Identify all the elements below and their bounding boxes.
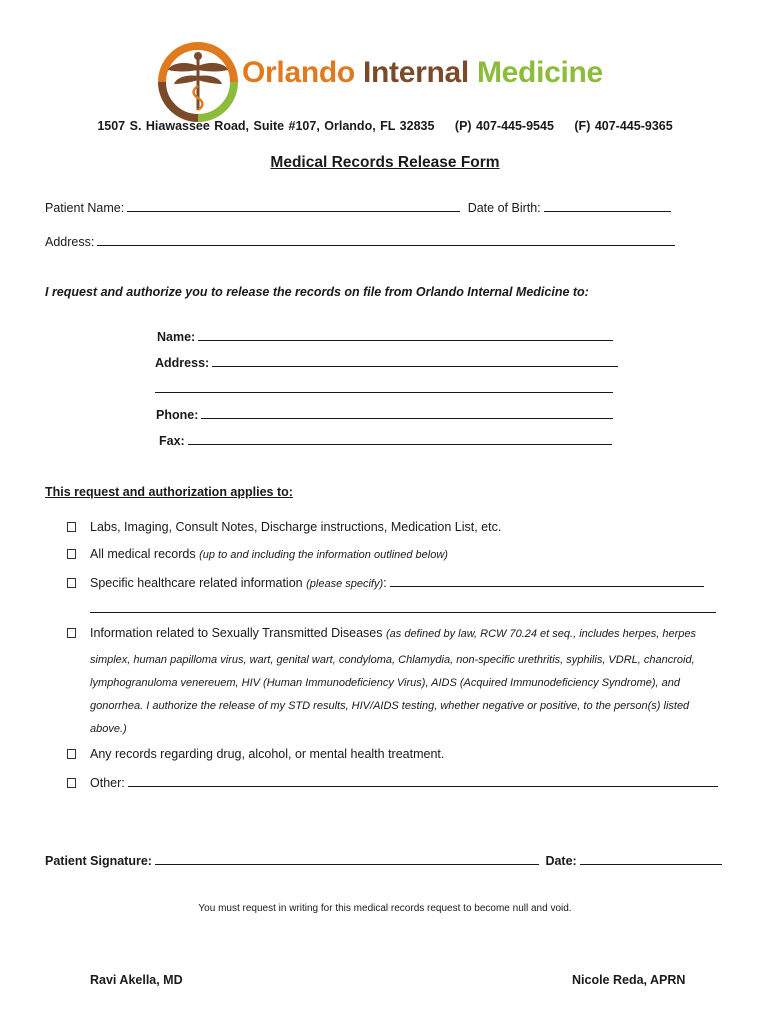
std-note-5: above.) bbox=[90, 723, 127, 735]
recipient-address-field[interactable] bbox=[212, 354, 618, 367]
signature-label: Patient Signature: bbox=[45, 854, 152, 868]
patient-name-row bbox=[45, 199, 671, 215]
other-field[interactable] bbox=[128, 774, 718, 787]
option-specific bbox=[67, 574, 704, 590]
specific-checkbox[interactable] bbox=[67, 578, 76, 588]
patient-address-label: Address: bbox=[45, 235, 95, 249]
practice-logo bbox=[158, 42, 618, 124]
recipient-name-row bbox=[157, 328, 613, 344]
patient-name-label: Patient Name: bbox=[45, 201, 125, 215]
revocation-note: You must request in writing for this medical records request to become null and void. bbox=[198, 903, 572, 914]
logo-word-medicine: Medicine bbox=[476, 56, 603, 89]
recipient-phone-label: Phone: bbox=[156, 408, 199, 422]
drug-label: Any records regarding drug, alcohol, or mental health treatment. bbox=[90, 747, 445, 761]
patient-address-row bbox=[45, 233, 675, 249]
practice-address: 1507 S. Hiawassee Road, Suite #107, Orlando, FL 32835 bbox=[97, 119, 435, 133]
applies-heading: This request and authorization applies to: bbox=[45, 485, 293, 499]
specific-label: Specific healthcare related information bbox=[90, 576, 303, 590]
std-label: Information related to Sexually Transmitted Diseases bbox=[90, 626, 383, 640]
logo-word-orlando: Orlando bbox=[242, 56, 355, 89]
specific-field[interactable] bbox=[390, 574, 704, 587]
std-note-4: gonorrhea. I authorize the release of my STD results, HIV/AIDS testing, whether negative or positive, to the person(s) listed bbox=[90, 700, 690, 712]
recipient-address-line-2 bbox=[155, 380, 613, 396]
caduceus-dragonfly-logo-icon bbox=[158, 42, 238, 122]
practice-fax: (F) 407-445-9365 bbox=[574, 119, 673, 133]
patient-name-field[interactable] bbox=[127, 199, 460, 212]
authorization-statement: I request and authorize you to release the records on file from Orlando Internal Medicine to: bbox=[45, 285, 589, 299]
dob-label: Date of Birth: bbox=[467, 201, 541, 215]
other-label: Other: bbox=[90, 776, 125, 790]
std-checkbox[interactable] bbox=[67, 628, 76, 638]
recipient-fax-label: Fax: bbox=[159, 434, 185, 448]
recipient-fax-row bbox=[159, 432, 612, 448]
contact-line bbox=[0, 119, 770, 133]
option-std bbox=[67, 626, 696, 640]
option-other bbox=[67, 774, 718, 790]
labs-checkbox[interactable] bbox=[67, 522, 76, 532]
drug-checkbox[interactable] bbox=[67, 749, 76, 759]
form-title: Medical Records Release Form bbox=[270, 154, 500, 171]
logo-word-internal: Internal bbox=[362, 56, 469, 89]
recipient-address-row bbox=[155, 354, 618, 370]
logo-wordmark bbox=[242, 56, 603, 90]
option-all-records bbox=[67, 547, 448, 561]
specific-colon: : bbox=[383, 576, 387, 590]
recipient-fax-field[interactable] bbox=[188, 432, 612, 445]
provider-1: Ravi Akella, MD bbox=[90, 973, 183, 987]
recipient-phone-field[interactable] bbox=[201, 406, 613, 419]
specific-field-2[interactable] bbox=[90, 600, 716, 613]
std-note-2: simplex, human papilloma virus, wart, genital wart, condyloma, Chlamydia, non-specific urethritis, syphilis, VDRL, chancroid, bbox=[90, 654, 695, 666]
recipient-name-label: Name: bbox=[157, 330, 196, 344]
option-labs bbox=[67, 520, 501, 534]
all-records-note: (up to and including the information outlined below) bbox=[199, 549, 448, 561]
labs-label: Labs, Imaging, Consult Notes, Discharge instructions, Medication List, etc. bbox=[90, 520, 502, 534]
std-note-3: lymphogranuloma venereuem, HIV (Human Immunodeficiency Virus), AIDS (Acquired Immunodeficiency Syndrome), and bbox=[90, 677, 680, 689]
dob-field[interactable] bbox=[544, 199, 671, 212]
recipient-name-field[interactable] bbox=[198, 328, 613, 341]
std-note-1: (as defined by law, RCW 70.24 et seq., includes herpes, herpes bbox=[385, 628, 696, 640]
all-records-checkbox[interactable] bbox=[67, 549, 76, 559]
recipient-address-field-2[interactable] bbox=[155, 380, 613, 393]
signature-row bbox=[45, 852, 722, 868]
signature-date-field[interactable] bbox=[580, 852, 722, 865]
other-checkbox[interactable] bbox=[67, 778, 76, 788]
all-records-label: All medical records bbox=[90, 547, 196, 561]
signature-field[interactable] bbox=[155, 852, 539, 865]
recipient-address-label: Address: bbox=[155, 356, 210, 370]
option-drug bbox=[67, 747, 444, 761]
signature-date-label: Date: bbox=[545, 854, 577, 868]
patient-address-field[interactable] bbox=[97, 233, 675, 246]
provider-2: Nicole Reda, APRN bbox=[572, 973, 686, 987]
specific-note: (please specify) bbox=[306, 578, 384, 590]
practice-phone: (P) 407-445-9545 bbox=[454, 119, 554, 133]
specific-line-2 bbox=[90, 600, 716, 616]
recipient-phone-row bbox=[156, 406, 613, 422]
